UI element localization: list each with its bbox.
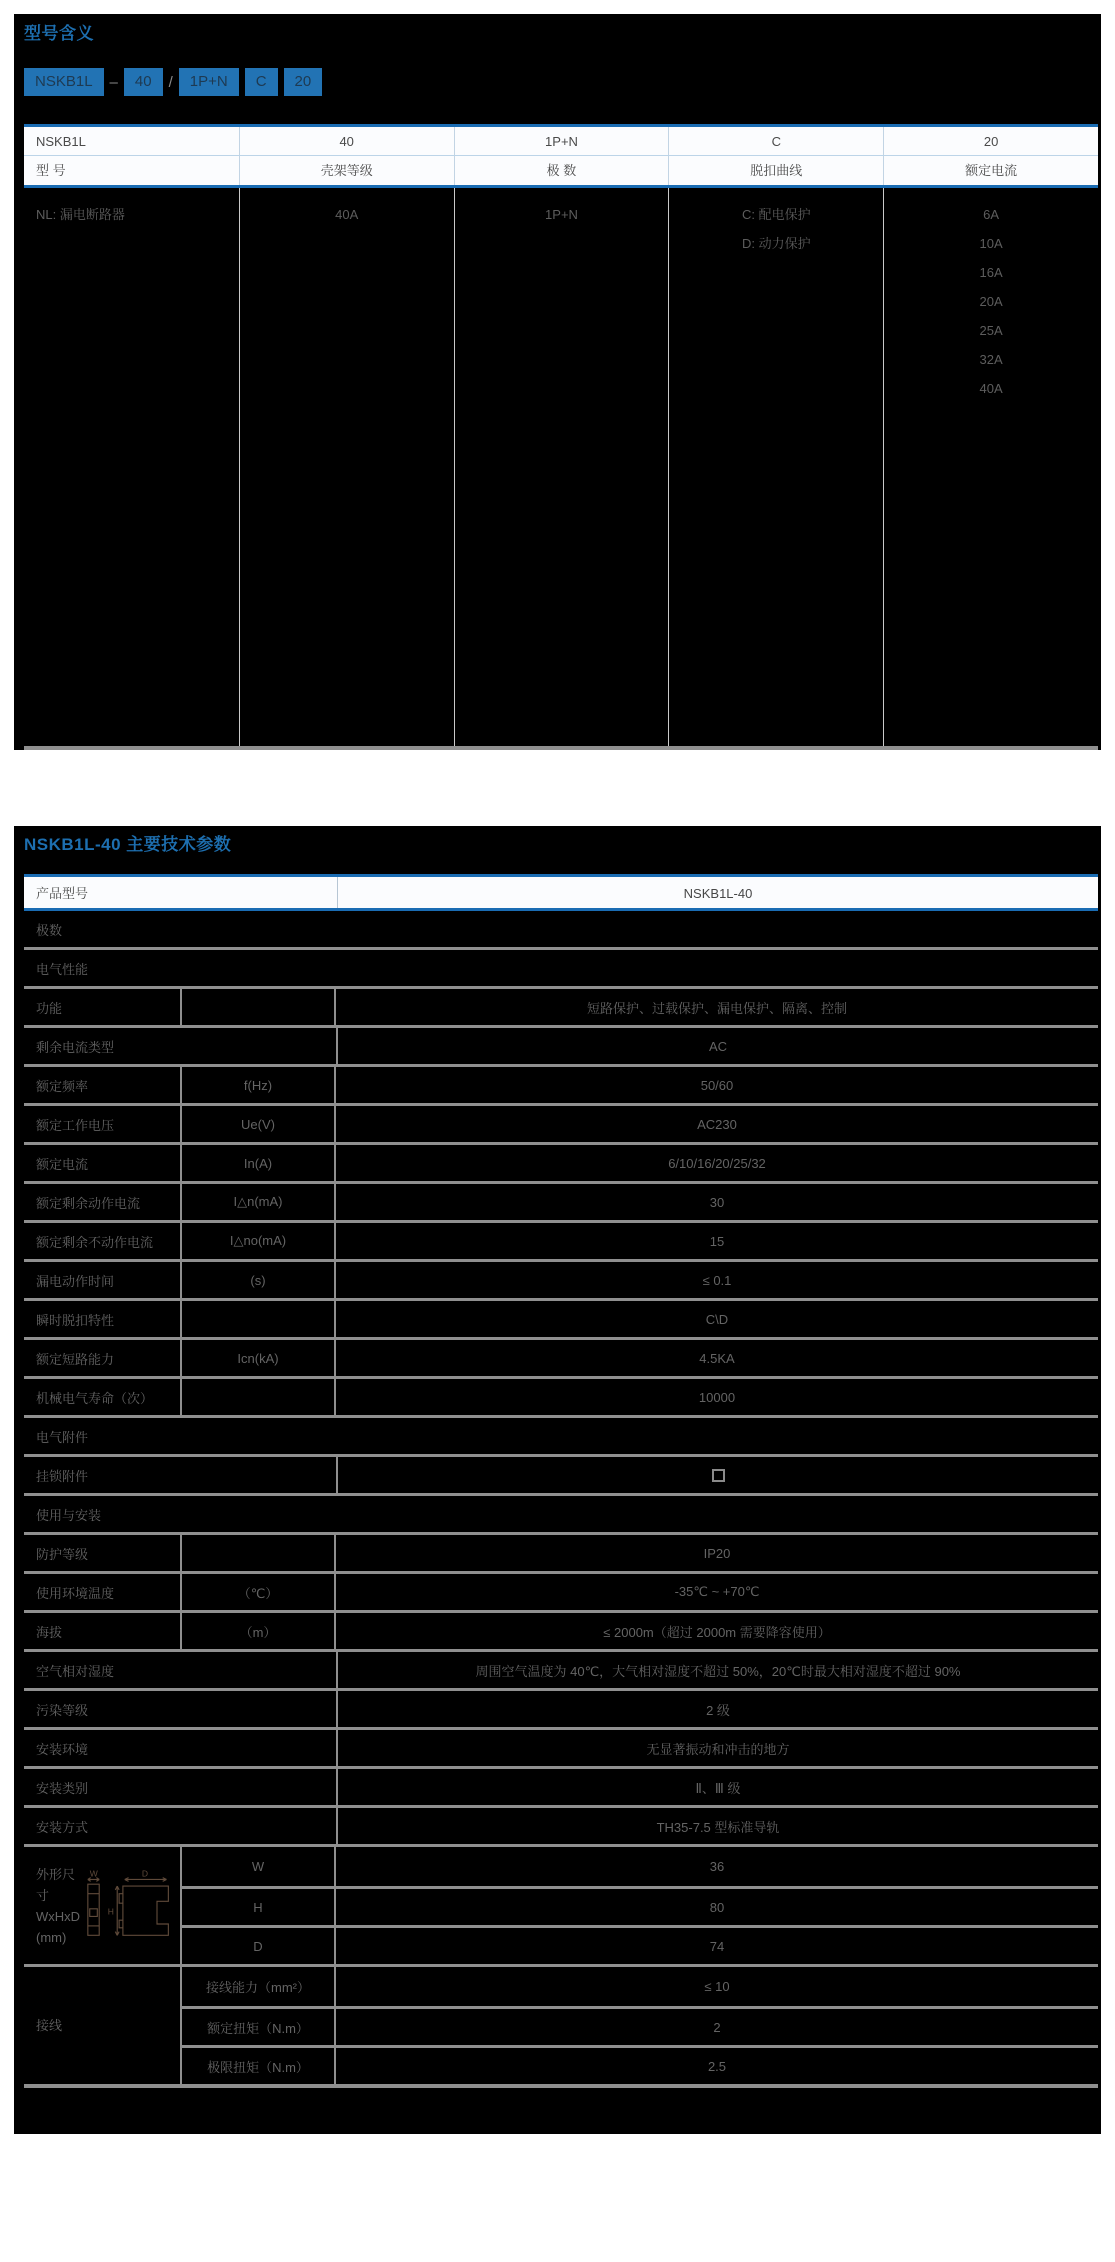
model-table-body-column: [24, 188, 239, 746]
model-table-body-text: 40A: [335, 207, 359, 222]
spec-value: 2.5: [707, 2058, 727, 2074]
spec-unit: [182, 989, 336, 1025]
model-code-separator: /: [168, 73, 173, 91]
spec-unit: Ue(V): [182, 1106, 336, 1142]
model-code-box: NSKB1L: [24, 68, 104, 96]
spec-section-row: [24, 1496, 1098, 1535]
model-table-body-text: 20A: [979, 294, 1003, 309]
spec-value: 36: [709, 1859, 725, 1874]
model-table-body-text: 10A: [979, 236, 1003, 251]
spec-unit: Icn(kA): [182, 1340, 336, 1376]
spec-unit: H: [182, 1889, 336, 1925]
spec-value: ≤ 10: [704, 1979, 730, 1994]
spec-label: 海拔: [24, 1613, 182, 1649]
spec-subrow: [182, 2006, 1098, 2045]
spec-unit: 接线能力（mm²）: [182, 1967, 336, 2006]
spec-value: C\D: [705, 1311, 729, 1327]
spec-section-row: [24, 911, 1098, 950]
spec-unit: I△no(mA): [182, 1223, 336, 1259]
spec-unit: D: [182, 1928, 336, 1964]
spec-label: 功能: [24, 989, 182, 1025]
model-table-body-column: [668, 188, 883, 746]
spec-group-row: [24, 1967, 1098, 2084]
spec-value: 2 级: [706, 1702, 730, 1718]
dimension-diagram-label: W: [90, 1868, 99, 1879]
spec-value: IP20: [703, 1545, 731, 1561]
model-table-body-text: 40A: [979, 381, 1003, 396]
spec-group-label-text: [36, 2015, 62, 2036]
dimension-diagram-label: H: [108, 1906, 115, 1917]
spec-subrow: [182, 1886, 1098, 1925]
spec-subrow: [182, 1925, 1098, 1964]
spec-label: 剩余电流类型: [24, 1028, 338, 1064]
model-table-body-column: [239, 188, 454, 746]
spec-label: 机械电气寿命（次）: [24, 1379, 182, 1415]
spec-value: -35℃ ~ +70℃: [674, 1584, 760, 1599]
spec-label: 漏电动作时间: [24, 1262, 182, 1298]
spec-group-label-line: 外形尺寸: [36, 1866, 76, 1903]
model-table-body-text: NL: 漏电断路器: [36, 207, 125, 222]
spec-row: [24, 1340, 1098, 1379]
spec-value: AC: [708, 1038, 728, 1054]
spec-row: [24, 1184, 1098, 1223]
model-table-body-text: 6A: [983, 207, 1000, 222]
spec-row: [24, 989, 1098, 1028]
model-table-body: [24, 188, 1098, 746]
spec-row: [24, 1223, 1098, 1262]
spec-label: 污染等级: [24, 1691, 338, 1727]
spec-unit: W: [182, 1847, 336, 1886]
spec-group-subrows: [182, 1967, 1098, 2084]
model-table-head-cell: 壳架等级: [239, 156, 454, 185]
model-table-head-cell: 1P+N: [454, 127, 669, 155]
spec-product-row: [24, 877, 1098, 911]
spec-row: [24, 1769, 1098, 1808]
spec-row: [24, 1535, 1098, 1574]
spec-value: 无显著振动和冲击的地方: [646, 1741, 790, 1757]
spec-section-label: 电气附件: [36, 1429, 89, 1445]
model-table-head-row-labels: [24, 156, 1098, 185]
spec-unit: (s): [182, 1262, 336, 1298]
spec-group-subrows: [182, 1847, 1098, 1964]
spec-group-label-line: (mm): [36, 1929, 67, 1945]
spec-value: ≤ 2000m（超过 2000m 需要降容使用）: [603, 1624, 831, 1640]
spec-row: [24, 1145, 1098, 1184]
model-table: [24, 124, 1098, 750]
spec-section-label: 极数: [36, 922, 63, 938]
spec-value: 10000: [698, 1389, 736, 1405]
model-code-box: 20: [284, 68, 323, 96]
model-table-head-cell: 40: [239, 127, 454, 155]
model-table-body-column: [454, 188, 669, 746]
spec-row: [24, 1067, 1098, 1106]
model-table-body-text: 1P+N: [545, 207, 578, 222]
spec-label: 额定剩余不动作电流: [24, 1223, 182, 1259]
spec-row: [24, 1808, 1098, 1847]
spec-group-label: [24, 1847, 182, 1964]
spec-value: 30: [709, 1194, 725, 1210]
spec-unit: I△n(mA): [182, 1184, 336, 1220]
section-title: NSKB1L-40 主要技术参数: [24, 835, 232, 854]
spec-label: 额定工作电压: [24, 1106, 182, 1142]
model-table-head-cell: 20: [883, 127, 1098, 155]
model-table-body-text: C: 配电保护: [741, 207, 811, 222]
spec-unit: 额定扭矩（N.m）: [182, 2009, 336, 2045]
spec-label: 使用环境温度: [24, 1574, 182, 1610]
spec-group-label: [24, 1967, 182, 2084]
spec-value: 80: [709, 1899, 725, 1915]
spec-label: 安装类别: [24, 1769, 338, 1805]
model-code-box: 40: [124, 68, 163, 96]
section-tech-params: [14, 826, 1101, 2134]
spec-value: 50/60: [700, 1077, 734, 1093]
spec-unit: In(A): [182, 1145, 336, 1181]
model-code-box: 1P+N: [179, 68, 239, 96]
spec-group-label-line: 接线: [36, 2018, 63, 2033]
spec-row: [24, 1574, 1098, 1613]
spec-row: [24, 1028, 1098, 1067]
spec-label: 挂锁附件: [24, 1457, 338, 1493]
model-table-head-cell: 脱扣曲线: [668, 156, 883, 185]
spec-row: [24, 1457, 1098, 1496]
model-table-head-cell: 型 号: [36, 163, 66, 178]
spec-row: [24, 1106, 1098, 1145]
spec-label: 额定短路能力: [24, 1340, 182, 1376]
spec-row: [24, 1301, 1098, 1340]
section-title: 型号含义: [24, 24, 94, 43]
spec-row: [24, 1613, 1098, 1652]
spec-label: 安装环境: [24, 1730, 338, 1766]
spec-row: [24, 1652, 1098, 1691]
spec-value: 4.5KA: [699, 1350, 735, 1366]
spec-product-value: NSKB1L-40: [683, 886, 753, 901]
model-table-body-text: 25A: [979, 323, 1003, 338]
square-outline-icon: [712, 1469, 725, 1482]
spec-subrow: [182, 1847, 1098, 1886]
spec-value: 周围空气温度为 40℃，大气相对湿度不超过 50%，20℃时最大相对湿度不超过 90%: [475, 1663, 961, 1679]
model-code-separator: –: [109, 73, 118, 91]
spec-value: 6/10/16/20/25/32: [668, 1155, 766, 1171]
model-table-head-cell: 极 数: [454, 156, 669, 185]
spec-value: Ⅱ、Ⅲ 级: [695, 1780, 741, 1796]
model-table-head-row-values: [24, 127, 1098, 156]
spec-subrow: [182, 1967, 1098, 2006]
spec-table-rows: [24, 911, 1098, 2084]
spec-section-label: 电气性能: [36, 961, 89, 977]
spec-row: [24, 1262, 1098, 1301]
spec-unit: [182, 1535, 336, 1571]
spec-section-label: 使用与安装: [36, 1507, 102, 1523]
spec-label: 额定剩余动作电流: [24, 1184, 182, 1220]
model-table-body-text: 16A: [979, 265, 1003, 280]
spec-section-row: [24, 1418, 1098, 1457]
model-table-head-cell: NSKB1L: [36, 134, 86, 149]
spec-table: [24, 874, 1098, 2088]
model-table-head-cell: 额定电流: [883, 156, 1098, 185]
spec-unit: （m）: [182, 1613, 336, 1649]
model-table-head-cell: C: [668, 127, 883, 155]
model-table-body-text: 32A: [979, 352, 1003, 367]
dimension-diagram-label: D: [142, 1868, 149, 1879]
spec-row: [24, 1379, 1098, 1418]
spec-section-row: [24, 950, 1098, 989]
spec-group-label-text: [36, 1864, 85, 1948]
spec-unit: 极限扭矩（N.m）: [182, 2048, 336, 2084]
spec-value: 2: [713, 2019, 721, 2035]
spec-unit: [182, 1379, 336, 1415]
model-table-body-text: D: 动力保护: [741, 236, 811, 251]
spec-label: 额定电流: [24, 1145, 182, 1181]
spec-value: TH35-7.5 型标准导轨: [656, 1819, 780, 1835]
spec-subrow: [182, 2045, 1098, 2084]
model-table-head: [24, 127, 1098, 188]
spec-unit: [182, 1301, 336, 1337]
spec-value: 74: [709, 1938, 725, 1954]
spec-unit: （℃）: [182, 1574, 336, 1610]
spec-value: [338, 1457, 1098, 1493]
spec-label: 瞬时脱扣特性: [24, 1301, 182, 1337]
spec-group-row: [24, 1847, 1098, 1967]
spec-label: 安装方式: [24, 1808, 338, 1844]
model-code-row: [24, 68, 1098, 96]
spec-label: 空气相对湿度: [24, 1652, 338, 1688]
dimension-diagram: [85, 1869, 180, 1943]
spec-value: ≤ 0.1: [702, 1272, 732, 1288]
spec-value: AC230: [697, 1116, 737, 1132]
spec-row: [24, 1691, 1098, 1730]
section-model-meaning: [14, 14, 1101, 750]
spec-value: 短路保护、过载保护、漏电保护、隔离、控制: [586, 1000, 847, 1016]
model-table-body-column: [883, 188, 1098, 746]
spec-row: [24, 1730, 1098, 1769]
model-code-box: C: [245, 68, 278, 96]
spec-label: 额定频率: [24, 1067, 182, 1103]
spec-group-label-line: WxHxD: [36, 1908, 81, 1924]
spec-label: 防护等级: [24, 1535, 182, 1571]
spec-product-label: 产品型号: [24, 877, 338, 908]
spec-value: 15: [709, 1233, 725, 1249]
spec-unit: f(Hz): [182, 1067, 336, 1103]
